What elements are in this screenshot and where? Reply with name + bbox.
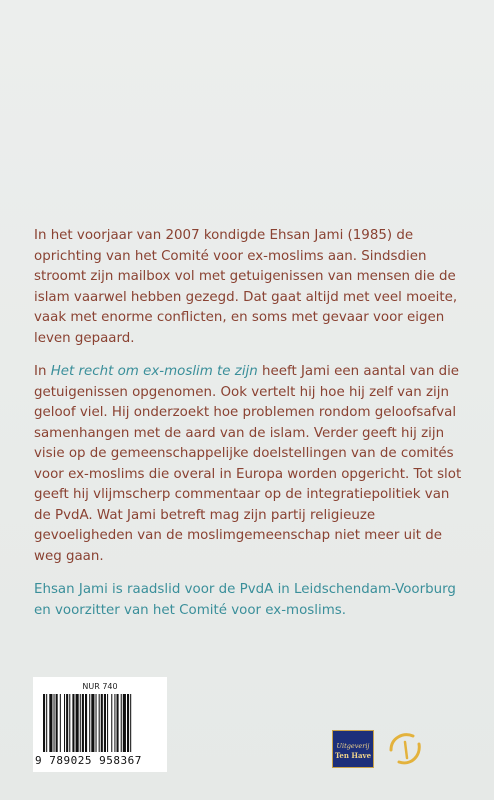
barcode-bar <box>127 694 129 752</box>
barcode-bar <box>66 694 68 752</box>
barcode-bar <box>111 694 112 752</box>
isbn-number: 9 789025 958367 <box>35 754 142 767</box>
barcode-bar <box>101 694 103 752</box>
barcode-bar <box>121 694 122 752</box>
barcode-bar <box>72 694 74 752</box>
barcode-bar <box>56 694 58 752</box>
barcode-bar <box>76 694 79 752</box>
blurb-paragraph-1: In het voorjaar van 2007 kondigde Ehsan Jami (1985) de oprichting van het Comité voor ex-moslims aan. Sindsdien stroomt zijn mailbox vol met getuigenissen van mensen die de islam vaarwel hebben gezegd. Dat gaat altijd met veel moeite, vaak met enorme conflicten, en soms met gevaar voor eigen leven gepaard. <box>34 228 458 346</box>
barcode-bar <box>82 694 84 752</box>
barcode-bar <box>43 694 45 752</box>
barcode-bar <box>99 694 100 752</box>
barcode-bar <box>107 694 108 752</box>
barcode-bar <box>60 694 61 752</box>
barcode-bar <box>64 694 65 752</box>
blurb-text <box>34 226 464 634</box>
barcode-bar <box>49 694 52 752</box>
author-bio: Ehsan Jami is raadslid voor de PvdA in Leidschendam-Voorburg en voorzitter van het Comité voor ex-moslims. <box>34 582 456 618</box>
barcode-bar <box>54 694 55 752</box>
barcode-bar <box>85 694 87 752</box>
barcode-bar <box>46 694 47 752</box>
barcode-bar <box>69 694 70 752</box>
imprint-mark-icon <box>385 728 427 770</box>
barcode-bar <box>114 694 115 752</box>
barcode-bar <box>123 694 126 752</box>
barcode-bar <box>130 694 131 752</box>
publisher-logo <box>332 730 374 768</box>
nur-code: NUR 740 <box>82 682 118 691</box>
para2-body: heeft Jami een aantal van die getuigenissen opgenomen. Ook vertelt hij hoe hij zelf van zijn geloof viel. Hij onderzoekt hoe problemen rondom geloofsafval samenhangen met de aard van de islam. Verder geeft hij zijn visie op de gemeenschappelijke doelstellingen van de comités voor ex-moslims die overal in Europa worden opgericht. Tot slot geeft hij vlijmscherp commentaar op de integratiepolitiek van de PvdA. Wat Jami betreft mag zijn partij religieuze gevoeligheden van de moslimgemeenschap niet meer uit de weg gaan. <box>34 364 462 564</box>
barcode-bar <box>96 694 97 752</box>
blurb-paragraph-2 <box>34 362 464 567</box>
barcode-bar <box>89 694 90 752</box>
barcode-bars <box>43 694 161 752</box>
publisher-line-2: Ten Have <box>334 751 372 760</box>
barcode-bar <box>80 694 81 752</box>
barcode-bar <box>117 694 119 752</box>
para2-prefix: In <box>34 364 51 379</box>
barcode-bar <box>104 694 106 752</box>
publisher-line-1: Uitgeverij <box>336 742 370 750</box>
barcode-bar <box>91 694 94 752</box>
book-title: Het recht om ex-moslim te zijn <box>50 364 258 379</box>
barcode-box <box>33 677 167 772</box>
